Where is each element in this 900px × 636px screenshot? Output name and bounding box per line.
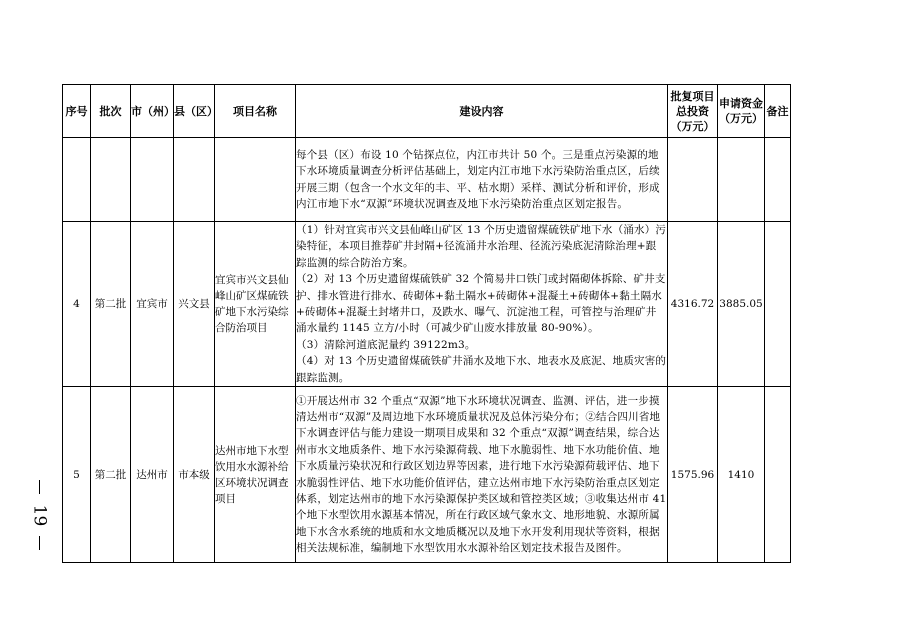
table-row: [63, 387, 791, 563]
batch-cell: 第二批: [91, 387, 131, 563]
header-city: 市（州）: [131, 85, 174, 138]
batch-cell: 第二批: [91, 222, 131, 387]
header-note: 备注: [765, 85, 791, 138]
page-number-text: 19: [29, 504, 50, 526]
city-cell: [131, 138, 174, 222]
seq-cell: 4: [63, 222, 91, 387]
content-cell: [296, 222, 668, 387]
content-line: （3）清除河道底泥量约 39122m3。: [296, 338, 476, 351]
investment-cell: [668, 138, 718, 222]
header-county: 县（区）: [174, 85, 215, 138]
header-batch: 批次: [91, 85, 131, 138]
funds-cell: [718, 138, 765, 222]
header-requested-funds: 申请资金（万元）: [718, 85, 765, 138]
header-seq: 序号: [63, 85, 91, 138]
header-project-name: 项目名称: [215, 85, 296, 138]
page-number-dash-bottom: [39, 536, 40, 550]
seq-cell: 5: [63, 387, 91, 563]
city-cell: 宜宾市: [131, 222, 174, 387]
content-line: （2）对 13 个历史遗留煤硫铁矿 32 个简易井口铁门或封隔砌体拆除、矿井支护、排水管进行排水、砖砌体+黏土隔水+砖砌体+混凝土+砖砌体+黏土隔水+砖砌体+混凝土封堵井口，及跌水、曝气、沉淀池工程，可管控与治理矿井涌水量约 1145 立方/小时（可减少矿山废水排放量 80-90%）。: [296, 273, 666, 335]
content-cell: ①开展达州市 32 个重点“双源”地下水环境状况调查、监测、评估，进一步摸清达州市“双源”及周边地下水环境质量状况及总体污染分布；②结合四川省地下水调查评估与能力建设一期项目成果和 32 个重点“双源”调查结果，综合达州市水文地质条件、地下水污染源荷载、地下水脆弱性、地下水功能价值、地下水质量污染状况和行政区划边界等因素，进行地下水污染源荷载评估、地下水脆弱性评估、地下水功能价值评估，建立达州市地下水污染防治重点区划定体系，划定达州市的地下水污染源保护类区域和管控类区域；③收集达州市 41 个地下水型饮用水源基本情况，所在行政区域气象水文、地形地貌、水源所属地下水含水系统的地质和水文地质概况以及地下水开发利用现状等资料，根据相关法规标准，编制地下水型饮用水水源补给区划定技术报告及图件。: [296, 387, 668, 563]
content-cell: 每个县（区）布设 10 个钻探点位，内江市共计 50 个。三是重点污染源的地下水环境质量调查分析评估基础上，划定内江市地下水污染防治重点区，后续开展三期（包含一个水文年的丰、平、枯水期）采样、测试分析和评价，形成内江市地下水“双源”环境状况调查及地下水污染防治重点区划定报告。: [296, 138, 668, 222]
header-total-investment: 批复项目总投资（万元）: [668, 85, 718, 138]
city-cell: 达州市: [131, 387, 174, 563]
funds-cell: 1410: [718, 387, 765, 563]
county-cell: [174, 138, 215, 222]
project-name-cell: 达州市地下水型饮用水水源补给区环境状况调查项目: [215, 387, 296, 563]
county-cell: 兴文县: [174, 222, 215, 387]
table-row: [63, 138, 791, 222]
note-cell: [765, 222, 791, 387]
note-cell: [765, 387, 791, 563]
batch-cell: [91, 138, 131, 222]
county-cell: 市本级: [174, 387, 215, 563]
header-content: 建设内容: [296, 85, 668, 138]
page-number: [28, 480, 50, 550]
content-line: （1）针对宜宾市兴文县仙峰山矿区 13 个历史遗留煤硫铁矿地下水（涌水）污染特征，本项目推荐矿井封隔+径流涌井水治理、径流污染底泥清除治理+跟踪监测的综合防治方案。: [296, 224, 667, 269]
header-row: [63, 85, 791, 138]
funds-cell: 3885.05: [718, 222, 765, 387]
project-name-cell: 宜宾市兴文县仙峰山矿区煤硫铁矿地下水污染综合防治项目: [215, 222, 296, 387]
table-row: [63, 222, 791, 387]
page-number-dash-top: [39, 480, 40, 494]
content-line: （4）对 13 个历史遗留煤硫铁矿井涌水及地下水、地表水及底泥、地质灾害的跟踪监测。: [296, 355, 667, 384]
project-table: [62, 84, 791, 563]
note-cell: [765, 138, 791, 222]
seq-cell: [63, 138, 91, 222]
investment-cell: 4316.72: [668, 222, 718, 387]
investment-cell: 1575.96: [668, 387, 718, 563]
project-name-cell: [215, 138, 296, 222]
